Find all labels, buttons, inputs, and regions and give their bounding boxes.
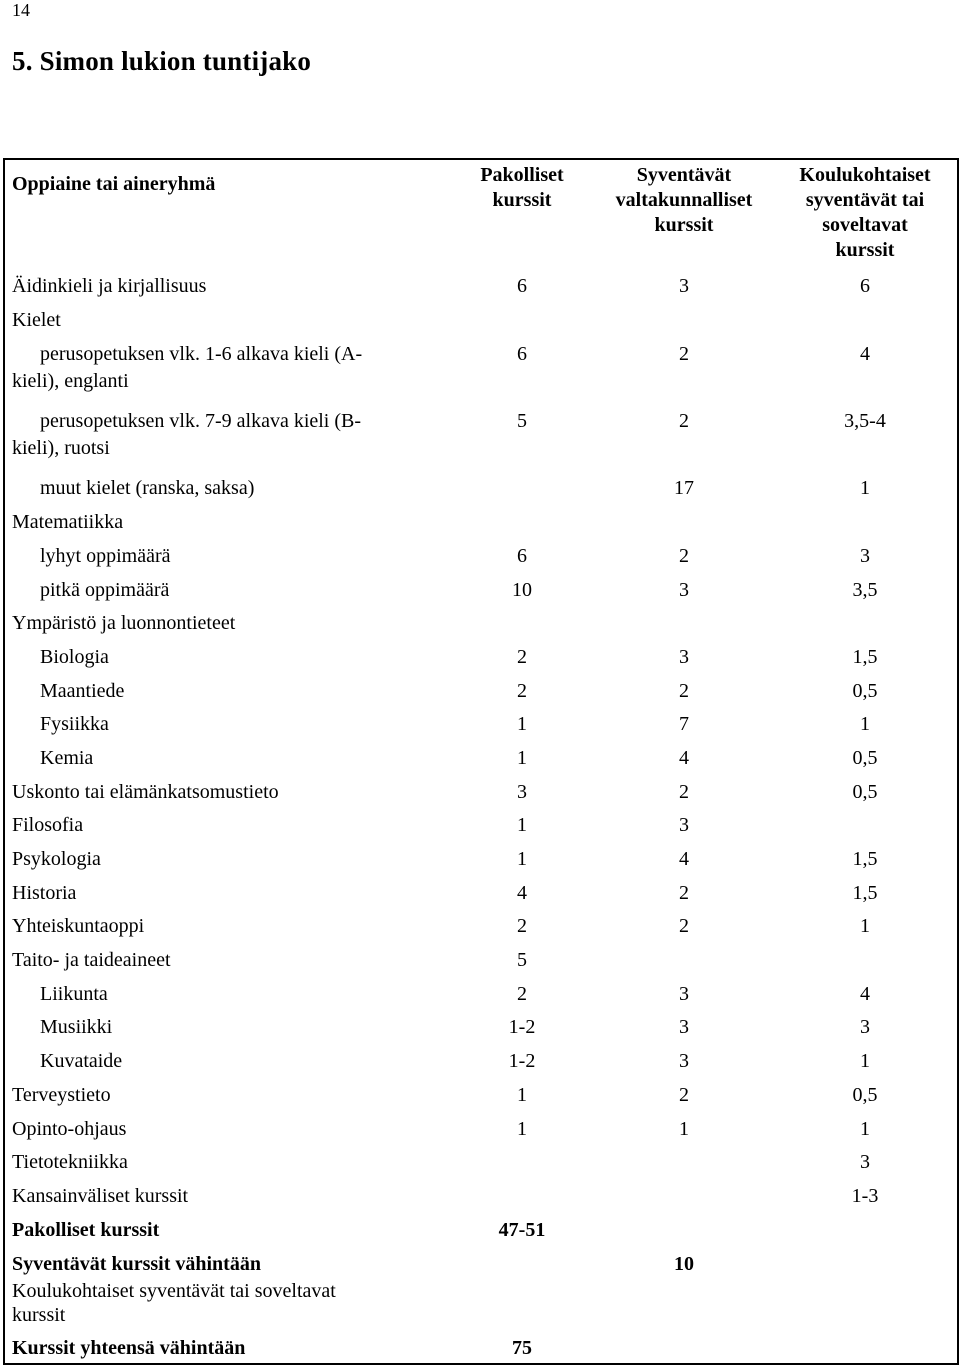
cell-syventavat: 3: [679, 814, 689, 836]
cell-syventavat: 3: [679, 646, 689, 668]
row-label: perusopetuksen vlk. 7-9 alkava kieli (B-: [40, 410, 362, 432]
row-label: Syventävät kurssit vähintään: [12, 1253, 261, 1275]
header-line: Pakolliset: [480, 164, 564, 186]
table-row: [0, 1010, 960, 1044]
row-label: Ympäristö ja luonnontieteet: [12, 612, 236, 634]
cell-pakolliset: 1: [517, 814, 527, 836]
table-row: [0, 1078, 960, 1112]
row-label: Äidinkieli ja kirjallisuus: [12, 275, 207, 297]
cell-syventavat: 2: [679, 410, 689, 432]
cell-pakolliset: 3: [517, 781, 527, 803]
cell-pakolliset: 75: [512, 1337, 532, 1359]
row-label: Kuvataide: [40, 1050, 123, 1072]
cell-koulukohtaiset: 1,5: [852, 646, 878, 668]
cell-koulukohtaiset: 6: [860, 275, 870, 297]
cell-syventavat: 2: [679, 1084, 689, 1106]
row-label: perusopetuksen vlk. 1-6 alkava kieli (A-: [40, 343, 363, 365]
row-label: muut kielet (ranska, saksa): [40, 477, 255, 499]
header-line: syventävät tai: [805, 189, 925, 211]
row-label: Kielet: [12, 309, 61, 331]
cell-koulukohtaiset: 4: [860, 343, 870, 365]
cell-koulukohtaiset: 1,5: [852, 882, 878, 904]
cell-syventavat: 2: [679, 343, 689, 365]
cell-syventavat: 2: [679, 680, 689, 702]
table-row: [0, 808, 960, 842]
page-number: 14: [12, 0, 30, 20]
cell-syventavat: 3: [679, 275, 689, 297]
row-label-continued: kieli), englanti: [12, 370, 129, 392]
header-line: valtakunnalliset: [615, 189, 753, 211]
row-label: Taito- ja taideaineet: [12, 949, 171, 971]
cell-koulukohtaiset: 4: [860, 983, 870, 1005]
table-row: [0, 1247, 960, 1326]
cell-pakolliset: 1: [517, 848, 527, 870]
row-label: Psykologia: [12, 848, 101, 870]
table-row: [0, 674, 960, 708]
table-row: [0, 404, 960, 459]
table-row: [0, 977, 960, 1011]
header-line: Koulukohtaiset: [799, 164, 931, 186]
cell-koulukohtaiset: 3: [860, 1151, 870, 1173]
row-label: Terveystieto: [12, 1084, 111, 1106]
header-line: Syventävät: [636, 164, 732, 186]
row-label-continued: kurssit: [12, 1304, 66, 1326]
row-label-continued: kieli), ruotsi: [12, 437, 110, 459]
cell-koulukohtaiset: 0,5: [852, 1084, 878, 1106]
cell-syventavat: 2: [679, 781, 689, 803]
cell-koulukohtaiset: 1-3: [851, 1185, 879, 1207]
table-row: [0, 505, 960, 539]
cell-pakolliset: 5: [517, 410, 527, 432]
cell-pakolliset: 2: [517, 915, 527, 937]
cell-syventavat: 2: [679, 545, 689, 567]
cell-pakolliset: 4: [517, 882, 527, 904]
row-label: Kansainväliset kurssit: [12, 1185, 189, 1207]
table-row: [0, 1044, 960, 1078]
cell-pakolliset: 1: [517, 747, 527, 769]
row-label: Historia: [12, 882, 77, 904]
row-label: Liikunta: [40, 983, 108, 1005]
row-label: Filosofia: [12, 814, 84, 836]
cell-syventavat: 1: [679, 1118, 689, 1140]
cell-koulukohtaiset: 1: [860, 1050, 870, 1072]
table-row: [0, 606, 960, 640]
header-koulukohtaiset: [782, 163, 948, 263]
cell-syventavat: 3: [679, 579, 689, 601]
cell-syventavat: 10: [674, 1253, 694, 1275]
cell-pakolliset: 10: [512, 579, 532, 601]
cell-koulukohtaiset: 3,5-4: [844, 410, 886, 432]
row-label: lyhyt oppimäärä: [40, 545, 171, 567]
page-title: 5. Simon lukion tuntijako: [12, 46, 312, 76]
table-row: [0, 471, 960, 505]
cell-koulukohtaiset: 1: [860, 477, 870, 499]
cell-pakolliset: 2: [517, 646, 527, 668]
cell-syventavat: 17: [674, 477, 694, 499]
table-row: [0, 1179, 960, 1213]
header-subject: Oppiaine tai aineryhmä: [12, 173, 216, 195]
row-label: Tietotekniikka: [12, 1151, 128, 1173]
table-row: [0, 741, 960, 775]
header-line: kurssit: [654, 214, 714, 236]
cell-syventavat: 3: [679, 1016, 689, 1038]
cell-pakolliset: 5: [517, 949, 527, 971]
cell-koulukohtaiset: 3,5: [852, 579, 878, 601]
cell-koulukohtaiset: 1: [860, 915, 870, 937]
table-row: [0, 842, 960, 876]
cell-koulukohtaiset: 3: [860, 545, 870, 567]
cell-syventavat: 4: [679, 848, 689, 870]
row-label-continued: Koulukohtaiset syventävät tai soveltavat: [12, 1280, 336, 1302]
table-row: [0, 1213, 960, 1247]
row-label: Biologia: [40, 646, 109, 668]
header-syventavat: [600, 163, 768, 238]
cell-pakolliset: 6: [517, 545, 527, 567]
table-row: [0, 775, 960, 809]
table-row: [0, 1112, 960, 1146]
table-row: [0, 573, 960, 607]
row-label: Yhteiskuntaoppi: [12, 915, 145, 937]
table-row: [0, 876, 960, 910]
header-pakolliset: [462, 163, 582, 213]
table-row: [0, 1145, 960, 1179]
cell-pakolliset: 1: [517, 1084, 527, 1106]
table-row: [0, 707, 960, 741]
cell-koulukohtaiset: 0,5: [852, 781, 878, 803]
row-label: Musiikki: [40, 1016, 113, 1038]
table-row: [0, 337, 960, 392]
cell-pakolliset: 6: [517, 343, 527, 365]
header-line: kurssit: [492, 189, 552, 211]
row-label: Opinto-ohjaus: [12, 1118, 127, 1140]
row-label: Fysiikka: [40, 713, 109, 735]
row-label: Maantiede: [40, 680, 125, 702]
cell-koulukohtaiset: 1: [860, 1118, 870, 1140]
table-row: [0, 909, 960, 943]
cell-syventavat: 2: [679, 882, 689, 904]
table-row: [0, 640, 960, 674]
cell-pakolliset: 1-2: [508, 1050, 536, 1072]
cell-koulukohtaiset: 0,5: [852, 747, 878, 769]
table-row: [0, 539, 960, 573]
cell-pakolliset: 2: [517, 983, 527, 1005]
cell-syventavat: 3: [679, 1050, 689, 1072]
cell-syventavat: 3: [679, 983, 689, 1005]
cell-koulukohtaiset: 1: [860, 713, 870, 735]
cell-koulukohtaiset: 0,5: [852, 680, 878, 702]
cell-koulukohtaiset: 3: [860, 1016, 870, 1038]
row-label: Uskonto tai elämänkatsomustieto: [12, 781, 279, 803]
table-row: [0, 269, 960, 303]
row-label: Matematiikka: [12, 511, 124, 533]
table-row: [0, 943, 960, 977]
row-label: Kurssit yhteensä vähintään: [12, 1337, 246, 1359]
row-label: Pakolliset kurssit: [12, 1219, 160, 1241]
cell-koulukohtaiset: 1,5: [852, 848, 878, 870]
header-line: soveltavat: [822, 214, 908, 236]
table-row: [0, 303, 960, 337]
cell-syventavat: 2: [679, 915, 689, 937]
cell-syventavat: 7: [679, 713, 689, 735]
cell-pakolliset: 1: [517, 1118, 527, 1140]
cell-pakolliset: 1-2: [508, 1016, 536, 1038]
cell-pakolliset: 1: [517, 713, 527, 735]
row-label: pitkä oppimäärä: [40, 579, 170, 601]
cell-pakolliset: 2: [517, 680, 527, 702]
table-row: [0, 1331, 960, 1365]
row-label: Kemia: [40, 747, 94, 769]
cell-syventavat: 4: [679, 747, 689, 769]
cell-pakolliset: 47-51: [498, 1219, 546, 1241]
cell-pakolliset: 6: [517, 275, 527, 297]
header-line: kurssit: [835, 239, 895, 261]
